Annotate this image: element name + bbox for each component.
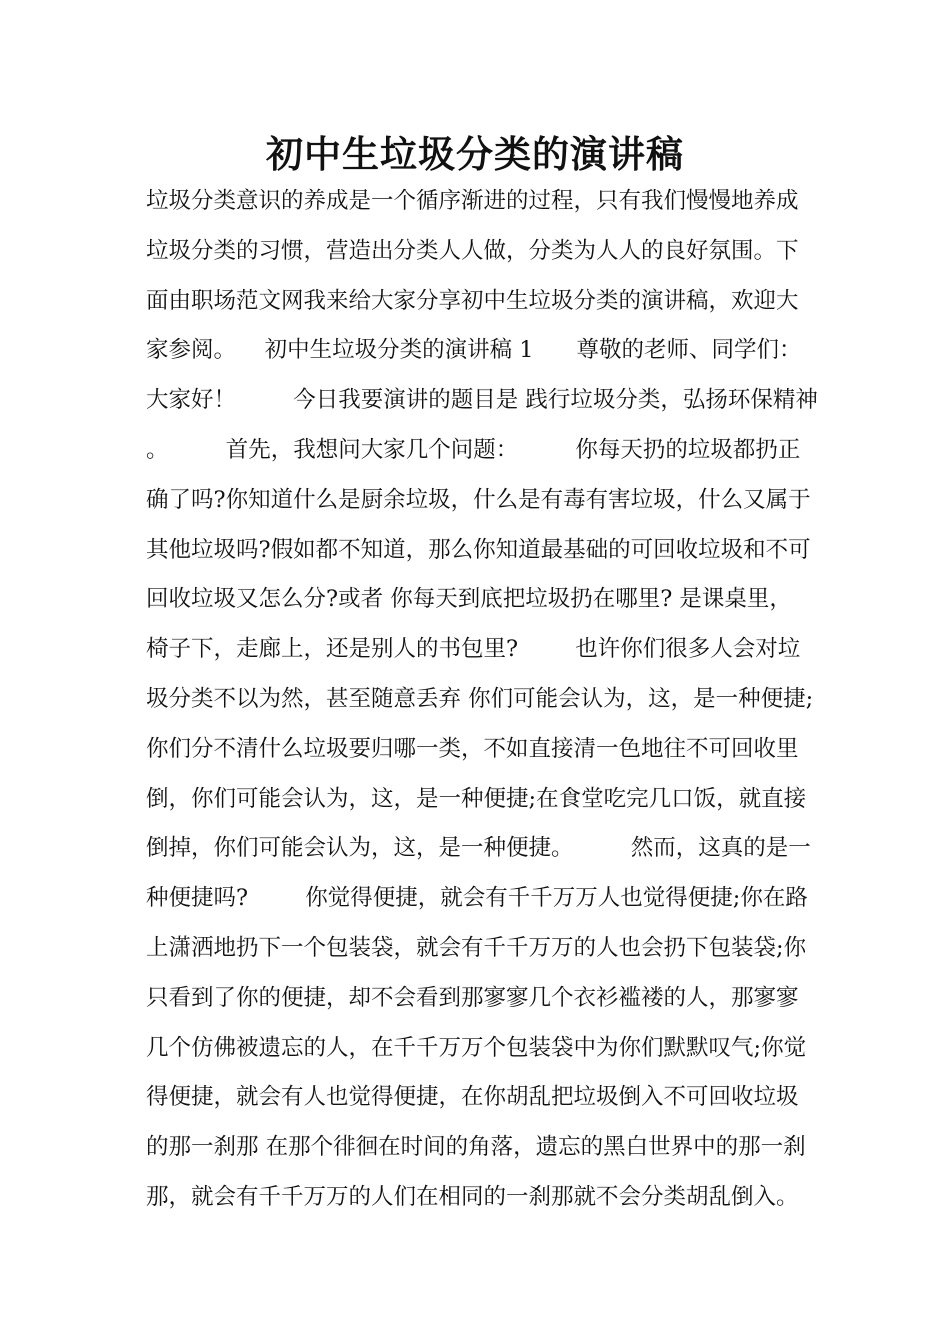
body-line: 。 首先，我想问大家几个问题： 你每天扔的垃圾都扔正 (146, 436, 801, 463)
body-line: 几个仿佛被遗忘的人，在千千万万个包装袋中为你们默默叹气;你觉 (146, 1034, 807, 1061)
body-line: 得便捷，就会有人也觉得便捷，在你胡乱把垃圾倒入不可回收垃圾 (146, 1084, 799, 1111)
document-body (146, 177, 822, 1223)
body-line: 大家好！ 今日我要演讲的题目是 践行垃圾分类，弘扬环保精神 (146, 387, 818, 414)
body-line: 的那一刹那 在那个徘徊在时间的角落，遗忘的黑白世界中的那一刹 (146, 1134, 806, 1161)
body-line: 垃圾分类意识的养成是一个循序渐进的过程，只有我们慢慢地养成 (146, 188, 799, 214)
body-line: 那，就会有千千万万的人们在相同的一刹那就不会分类胡乱倒入。 (146, 1183, 799, 1210)
body-line: 垃圾分类的习惯，营造出分类人人做，分类为人人的良好氛围。下 (146, 237, 799, 264)
body-line: 种便捷吗? 你觉得便捷，就会有千千万万人也觉得便捷;你在路 (146, 885, 808, 912)
body-line: 圾分类不以为然，甚至随意丢弃 你们可能会认为，这，是一种便捷; (146, 685, 814, 712)
body-line: 家参阅。 初中生垃圾分类的演讲稿 1 尊敬的老师、同学们： (146, 337, 802, 364)
body-line: 确了吗?你知道什么是厨余垃圾，什么是有毒有害垃圾，什么又属于 (146, 486, 811, 513)
body-line: 只看到了你的便捷，却不会看到那寥寥几个衣衫褴褛的人，那寥寥 (146, 984, 799, 1011)
body-line: 倒掉，你们可能会认为，这，是一种便捷。 然而，这真的是一 (146, 835, 811, 862)
document-title: 初中生垃圾分类的演讲稿 (266, 132, 684, 176)
body-line: 椅子下，走廊上，还是别人的书包里? 也许你们很多人会对垃 (146, 636, 801, 663)
body-line: 回收垃圾又怎么分?或者 你每天到底把垃圾扔在哪里? 是课桌里， (146, 586, 792, 613)
body-line: 你们分不清什么垃圾要归哪一类，不如直接清一色地往不可回收里 (146, 735, 799, 762)
body-line: 面由职场范文网我来给大家分享初中生垃圾分类的演讲稿，欢迎大 (146, 287, 799, 314)
body-line: 上潇洒地扔下一个包装袋，就会有千千万万的人也会扔下包装袋;你 (146, 934, 807, 961)
body-line: 其他垃圾吗?假如都不知道，那么你知道最基础的可回收垃圾和不可 (146, 536, 811, 563)
body-line: 倒，你们可能会认为，这，是一种便捷;在食堂吃完几口饭，就直接 (146, 785, 807, 812)
